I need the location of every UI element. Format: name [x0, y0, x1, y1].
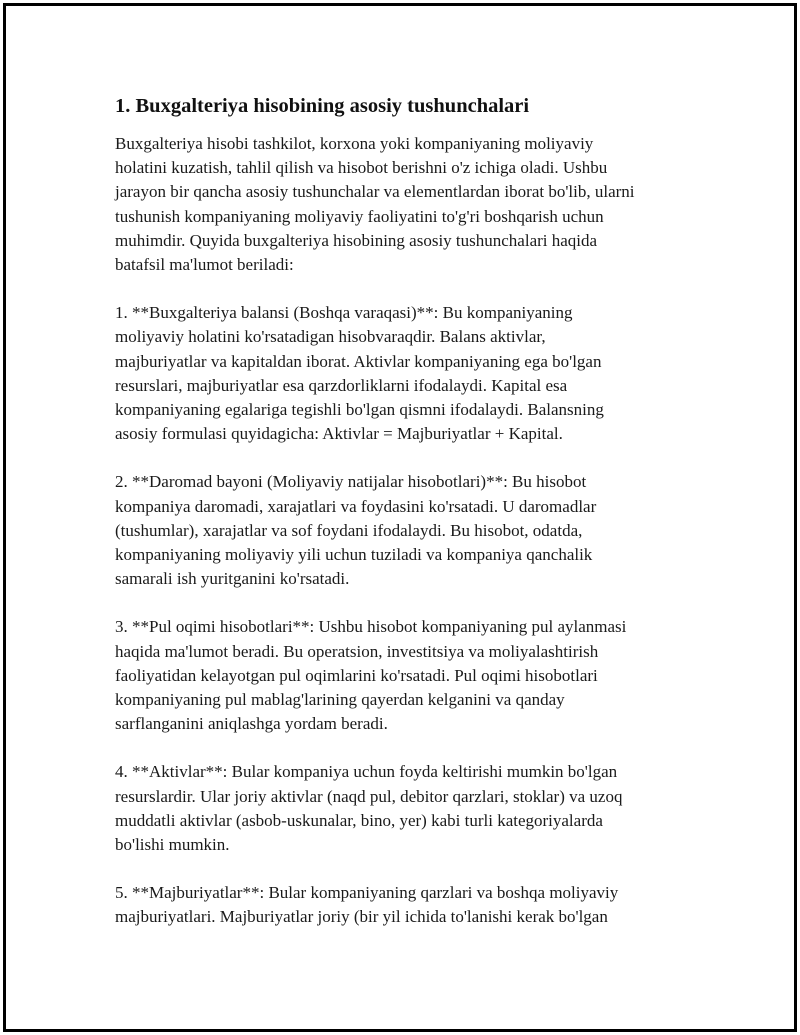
text-line: jarayon bir qancha asosiy tushunchalar va elementlardan iborat bo'lib, ularni	[115, 182, 635, 202]
text-line: samarali ish yuritganini ko'rsatadi.	[115, 569, 350, 589]
text-line: bo'lishi mumkin.	[115, 835, 230, 855]
text-line: Buxgalteriya hisobi tashkilot, korxona yoki kompaniyaning moliyaviy	[115, 134, 594, 153]
assets-paragraph	[115, 760, 695, 857]
text-line: kompaniyaning egalariga tegishli bo'lgan qismni ifodalaydi. Balansning	[115, 400, 604, 420]
text-line: 2. **Daromad bayoni (Moliyaviy natijalar hisobotlari)**: Bu hisobot	[115, 472, 587, 492]
document-body	[115, 92, 695, 954]
text-line: (tushumlar), xarajatlar va sof foydani ifodalaydi. Bu hisobot, odatda,	[115, 520, 583, 540]
income-statement-paragraph	[115, 470, 695, 591]
text-line: kompaniyaning pul mablag'larining qayerdan kelganini va qanday	[115, 690, 565, 710]
text-line: majburiyatlari. Majburiyatlar joriy (bir yil ichida to'lanishi kerak bo'lgan	[115, 907, 608, 927]
text-line: 4. **Aktivlar**: Bular kompaniya uchun foyda keltirishi mumkin bo'lgan	[115, 762, 618, 782]
text-line: batafsil ma'lumot beriladi:	[115, 255, 294, 275]
cash-flow-paragraph	[115, 615, 695, 736]
intro-paragraph	[115, 132, 695, 277]
balance-sheet-paragraph	[115, 301, 695, 446]
text-line: kompaniya daromadi, xarajatlari va foydasini ko'rsatadi. U daromadlar	[115, 496, 597, 516]
text-line: resurslari, majburiyatlar esa qarzdorliklarni ifodalaydi. Kapital esa	[115, 375, 568, 395]
text-line: 1. **Buxgalteriya balansi (Boshqa varaqasi)**: Bu kompaniyaning	[115, 303, 573, 323]
text-line: 5. **Majburiyatlar**: Bular kompaniyaning qarzlari va boshqa moliyaviy	[115, 883, 619, 903]
text-line: majburiyatlar va kapitaldan iborat. Aktivlar kompaniyaning ega bo'lgan	[115, 351, 602, 371]
text-line: asosiy formulasi quyidagicha: Aktivlar = Majburiyatlar + Kapital.	[115, 424, 563, 444]
text-line: sarflanganini aniqlashga yordam beradi.	[115, 714, 388, 734]
text-line: tushunish kompaniyaning moliyaviy faoliyatini to'g'ri boshqarish uchun	[115, 206, 604, 226]
text-line: resurslardir. Ular joriy aktivlar (naqd pul, debitor qarzlari, stoklar) va uzoq	[115, 786, 623, 806]
text-line: kompaniyaning moliyaviy yili uchun tuziladi va kompaniya qanchalik	[115, 545, 593, 565]
text-line: muddatli aktivlar (asbob-uskunalar, bino, yer) kabi turli kategoriyalarda	[115, 810, 603, 830]
text-line: faoliyatidan kelayotgan pul oqimlarini ko'rsatadi. Pul oqimi hisobotlari	[115, 665, 598, 685]
text-line: muhimdir. Quyida buxgalteriya hisobining asosiy tushunchalari haqida	[115, 230, 598, 250]
text-line: holatini kuzatish, tahlil qilish va hisobot berishni o'z ichiga oladi. Ushbu	[115, 158, 608, 178]
document-title: 1. Buxgalteriya hisobining asosiy tushunchalari	[115, 95, 530, 117]
text-line: haqida ma'lumot beradi. Bu operatsion, investitsiya va moliyalashtirish	[115, 641, 599, 661]
text-line: 3. **Pul oqimi hisobotlari**: Ushbu hisobot kompaniyaning pul aylanmasi	[115, 617, 627, 637]
text-line: moliyaviy holatini ko'rsatadigan hisobvaraqdir. Balans aktivlar,	[115, 327, 546, 347]
liabilities-paragraph	[115, 881, 695, 929]
